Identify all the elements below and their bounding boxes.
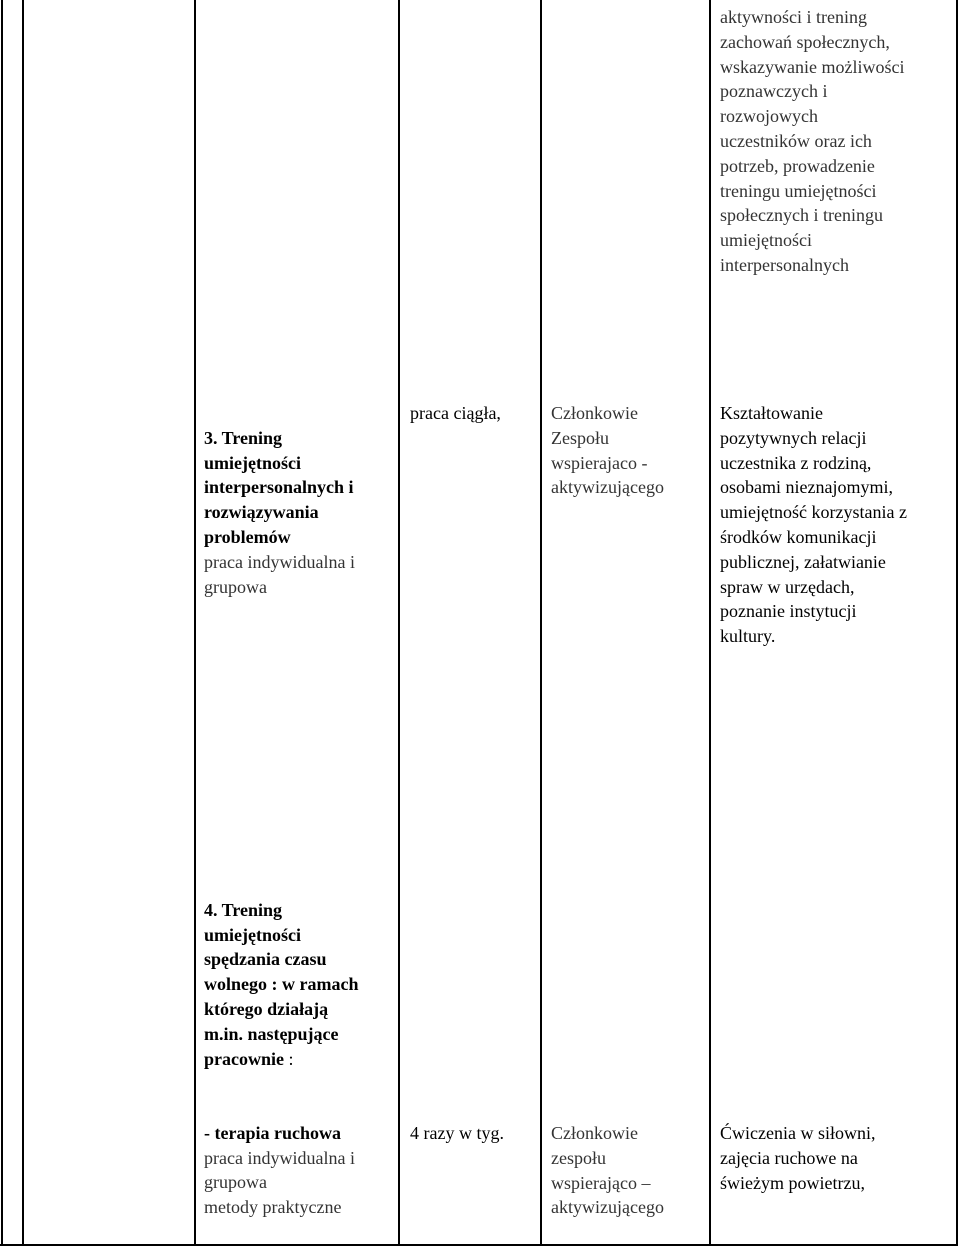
column-divider-4 xyxy=(540,0,542,1245)
table-border-bottom xyxy=(0,1244,958,1246)
column-divider-3 xyxy=(398,0,400,1245)
row3-program-title-suffix: : xyxy=(284,1048,294,1069)
row4-program-subtitle: praca indywidualna i grupowa metody praktyczne xyxy=(204,1147,355,1218)
row3-program-title: 4. Trening umiejętności spędzania czasu wolnego : w ramach którego działają m.in. następujące pracownie xyxy=(204,899,359,1069)
row2-staff: Członkowie Zespołu wspierajaco - aktywizującego xyxy=(551,403,664,498)
row4-description: Ćwiczenia w siłowni, zajęcia ruchowe na świeżym powietrzu, xyxy=(720,1123,876,1193)
row2-program-subtitle: praca indywidualna i grupowa xyxy=(204,551,355,597)
column-divider-5 xyxy=(709,0,711,1245)
row1-description: aktywności i trening zachowań społecznych, wskazywanie możliwości poznawczych i rozwojowych uczestników oraz ich potrzeb, prowadzenie treningu umiejętności społecznych i treningu umiejętności interpersonalnych xyxy=(720,7,905,275)
table-border-right xyxy=(956,0,958,1245)
row4-program-cell xyxy=(204,1096,396,1245)
row2-program-title: 3. Trening umiejętności interpersonalnych i rozwiązywania problemów xyxy=(204,427,354,547)
row4-staff: Członkowie zespołu wspierająco – aktywizującego xyxy=(551,1123,664,1218)
row3-program-cell xyxy=(204,873,396,1071)
column-divider-1 xyxy=(22,0,24,1245)
row2-frequency: praca ciągła, xyxy=(410,403,501,423)
row2-description: Kształtowanie pozytywnych relacji uczestnika z rodziną, osobami nieznajomymi, umiejętność korzystania z środków komunikacji publicznej, załatwianie spraw w urzędach, poznanie instytucji kultury. xyxy=(720,403,907,647)
row2-program-cell xyxy=(204,401,394,624)
row4-program-title: - terapia ruchowa xyxy=(204,1122,341,1143)
column-divider-2 xyxy=(194,0,196,1245)
table-border-left xyxy=(1,0,3,1245)
row4-frequency: 4 razy w tyg. xyxy=(410,1123,504,1143)
